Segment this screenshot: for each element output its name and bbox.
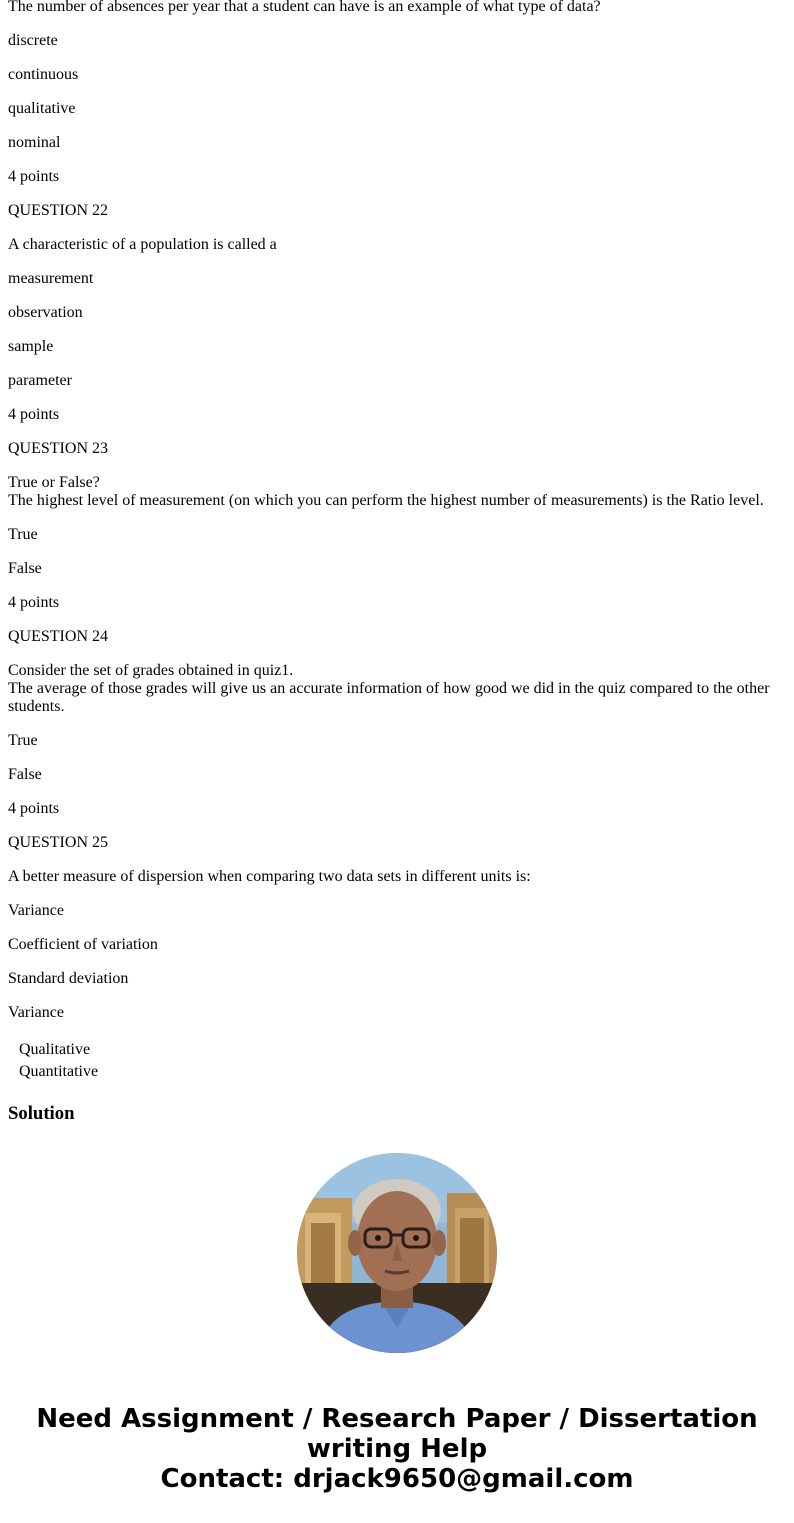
q23-title: QUESTION 23 <box>8 440 108 457</box>
q25-title: QUESTION 25 <box>8 834 108 851</box>
q22-option-sample[interactable]: sample <box>8 338 54 355</box>
q23-prompt-line2: The highest level of measurement (on which you can perform the highest number of measurements) is the Ratio level. <box>8 492 764 509</box>
q21-option-discrete[interactable]: discrete <box>8 32 58 49</box>
q22-option-measurement[interactable]: measurement <box>8 270 94 287</box>
q22-prompt: A characteristic of a population is called a <box>8 236 277 253</box>
q25-option-standard-deviation[interactable]: Standard deviation <box>8 970 129 987</box>
q25-option-variance-2[interactable]: Variance <box>8 1004 64 1021</box>
q23-points: 4 points <box>8 594 60 611</box>
q21-prompt: The number of absences per year that a student can have is an example of what type of data? <box>8 0 601 15</box>
promo-line-1: Need Assignment / Research Paper / Dissertation <box>36 1404 758 1434</box>
q25-option-variance[interactable]: Variance <box>8 902 64 919</box>
promo-contact[interactable]: Contact: drjack9650@gmail.com <box>160 1464 634 1494</box>
q21-option-nominal[interactable]: nominal <box>8 134 61 151</box>
q24-points: 4 points <box>8 800 60 817</box>
avatar-portrait <box>297 1153 497 1353</box>
list-item-quantitative: Quantitative <box>19 1063 99 1080</box>
promo-line-2: writing Help <box>306 1434 488 1464</box>
q25-prompt: A better measure of dispersion when comparing two data sets in different units is: <box>8 868 531 885</box>
q21-option-continuous[interactable]: continuous <box>8 66 79 83</box>
q25-option-coefficient-of-variation[interactable]: Coefficient of variation <box>8 936 158 953</box>
q21-option-qualitative[interactable]: qualitative <box>8 100 76 117</box>
list-item-qualitative: Qualitative <box>19 1041 91 1058</box>
q24-prompt-line1: Consider the set of grades obtained in quiz1. <box>8 662 294 679</box>
q22-option-parameter[interactable]: parameter <box>8 372 72 389</box>
q24-title: QUESTION 24 <box>8 628 108 645</box>
q21-points: 4 points <box>8 168 60 185</box>
q24-prompt-line2: The average of those grades will give us an accurate information of how good we did in the quiz compared to the other students. <box>8 680 770 715</box>
q24-option-true[interactable]: True <box>8 732 38 749</box>
q23-option-true[interactable]: True <box>8 526 38 543</box>
q22-points: 4 points <box>8 406 60 423</box>
q22-option-observation[interactable]: observation <box>8 304 83 321</box>
q24-option-false[interactable]: False <box>8 766 42 783</box>
avatar <box>297 1153 497 1353</box>
q23-option-false[interactable]: False <box>8 560 42 577</box>
q23-prompt-line1: True or False? <box>8 474 100 491</box>
q22-title: QUESTION 22 <box>8 202 108 219</box>
solution-heading: Solution <box>8 1103 75 1124</box>
